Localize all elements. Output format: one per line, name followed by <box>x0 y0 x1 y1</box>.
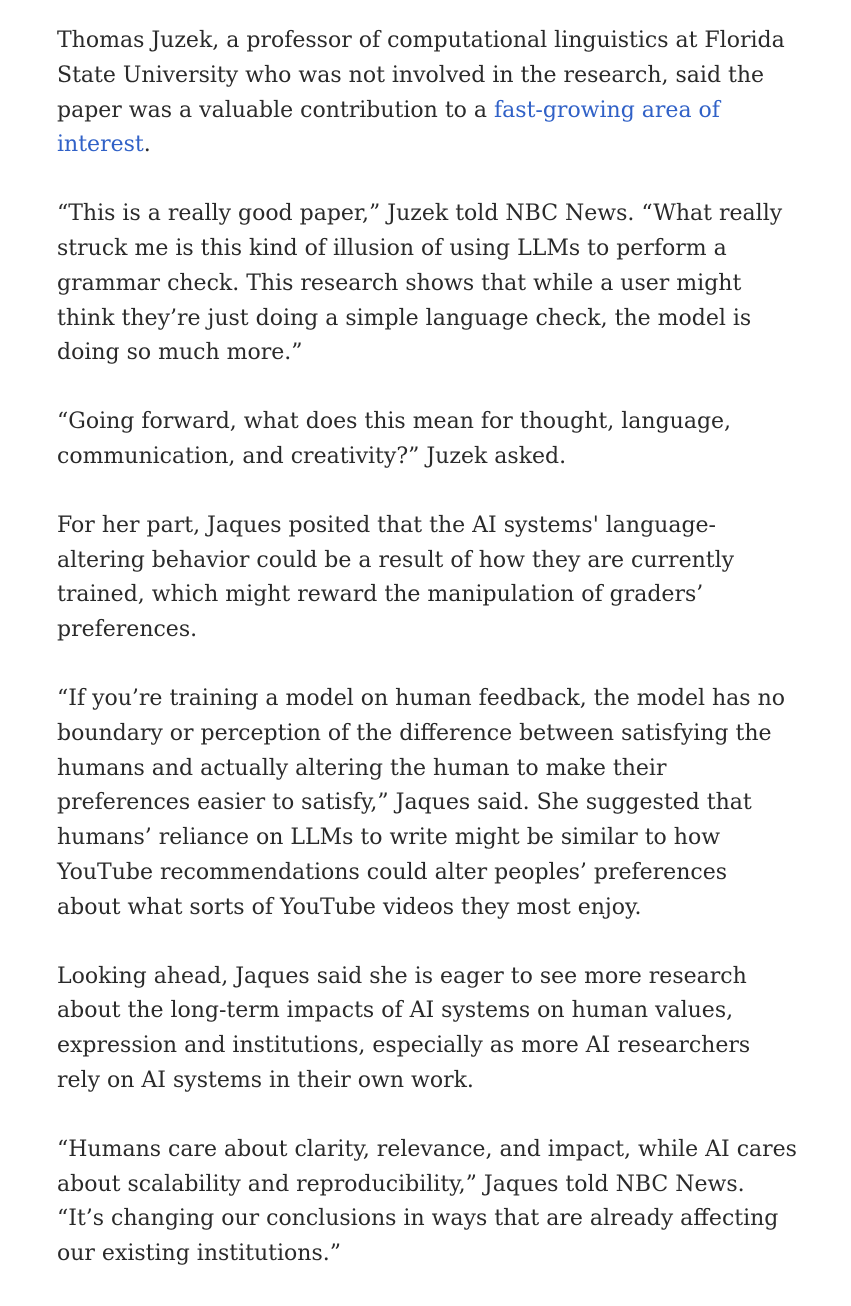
paragraph-jaques-quote: “If you’re training a model on human feedback, the model has no boundary or perception of the difference between satisfying the humans and actually altering the human to make their preferences easier to satisfy,” Jaques said. She suggested that humans’ reliance on LLMs to write might be similar to how YouTube recommendations could alter peoples’ preferences about what sorts of YouTube videos they most enjoy. <box>57 685 785 920</box>
paragraph-text: Thomas Juzek, a professor of computational linguistics at Florida State University who was not involved in the research, said the paper was a valuable contribution to a <box>57 28 785 123</box>
article-body <box>57 24 797 1306</box>
paragraph-juzek-intro <box>57 24 797 163</box>
paragraph-looking-ahead: Looking ahead, Jaques said she is eager to see more research about the long-term impacts of AI systems on human values, expression and institutions, especially as more AI researchers rely on AI systems in their own work. <box>57 963 751 1093</box>
fast-growing-area-link[interactable]: fast-growing area of interest <box>57 97 720 158</box>
paragraph-juzek-question: “Going forward, what does this mean for thought, language, communication, and creativity?” Juzek asked. <box>57 409 732 469</box>
paragraph-jaques-closing: “Humans care about clarity, relevance, and impact, while AI cares about scalability and reproducibility,” Jaques told NBC News. “It’s changing our conclusions in ways that are already affecting our existing institutions.” <box>57 1136 797 1267</box>
paragraph-suffix: . <box>143 132 151 158</box>
paragraph-juzek-quote: “This is a really good paper,” Juzek told NBC News. “What really struck me is this kind of illusion of using LLMs to perform a grammar check. This research shows that while a user might think they’re just doing a simple language check, the model is doing so much more.” <box>57 201 783 366</box>
paragraph-jaques-training: For her part, Jaques posited that the AI systems' language-altering behavior could be a result of how they are currently trained, which might reward the manipulation of graders’ preferences. <box>57 512 735 643</box>
